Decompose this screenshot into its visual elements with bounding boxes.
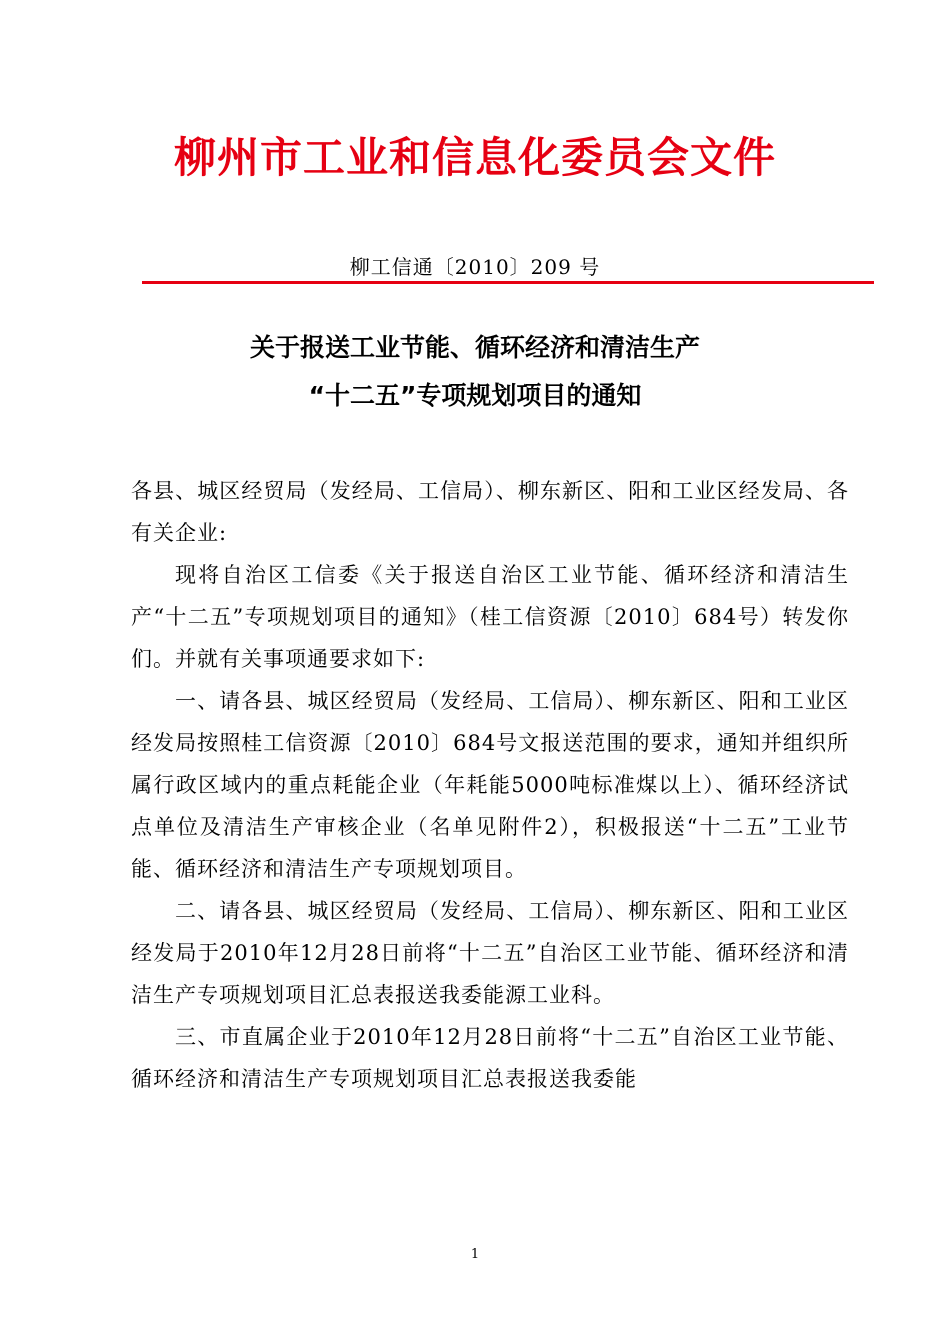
- document-body: [131, 470, 849, 1100]
- red-divider-line: [142, 281, 874, 284]
- paragraph-intro: 现将自治区工信委《关于报送自治区工业节能、循环经济和清洁生产“十二五”专项规划项目的通知》（桂工信资源〔2010〕684号）转发你们。并就有关事项通要求如下:: [131, 563, 849, 671]
- document-title-line-2: “十二五”专项规划项目的通知: [308, 381, 642, 410]
- issuer-header: 柳州市工业和信息化委员会文件: [173, 133, 776, 182]
- document-title-line-1: 关于报送工业节能、循环经济和清洁生产: [249, 333, 700, 362]
- page-number: 1: [470, 1247, 480, 1262]
- paragraph-item-3: 三、市直属企业于2010年12月28日前将“十二五”自治区工业节能、循环经济和清洁生产专项规划项目汇总表报送我委能: [131, 1025, 849, 1091]
- document-number: 柳工信通〔2010〕209 号: [349, 255, 601, 279]
- paragraph-item-1: 一、请各县、城区经贸局（发经局、工信局）、柳东新区、阳和工业区经发局按照桂工信资源〔2010〕684号文报送范围的要求，通知并组织所属行政区域内的重点耗能企业（年耗能5000吨标准煤以上）、循环经济试点单位及清洁生产审核企业（名单见附件2），积极报送“十二五”工业节能、循环经济和清洁生产专项规划项目。: [131, 689, 849, 881]
- salutation: 各县、城区经贸局（发经局、工信局）、柳东新区、阳和工业区经发局、各有关企业:: [131, 479, 849, 545]
- paragraph-item-2: 二、请各县、城区经贸局（发经局、工信局）、柳东新区、阳和工业区经发局于2010年12月28日前将“十二五”自治区工业节能、循环经济和清洁生产专项规划项目汇总表报送我委能源工业科。: [131, 899, 849, 1007]
